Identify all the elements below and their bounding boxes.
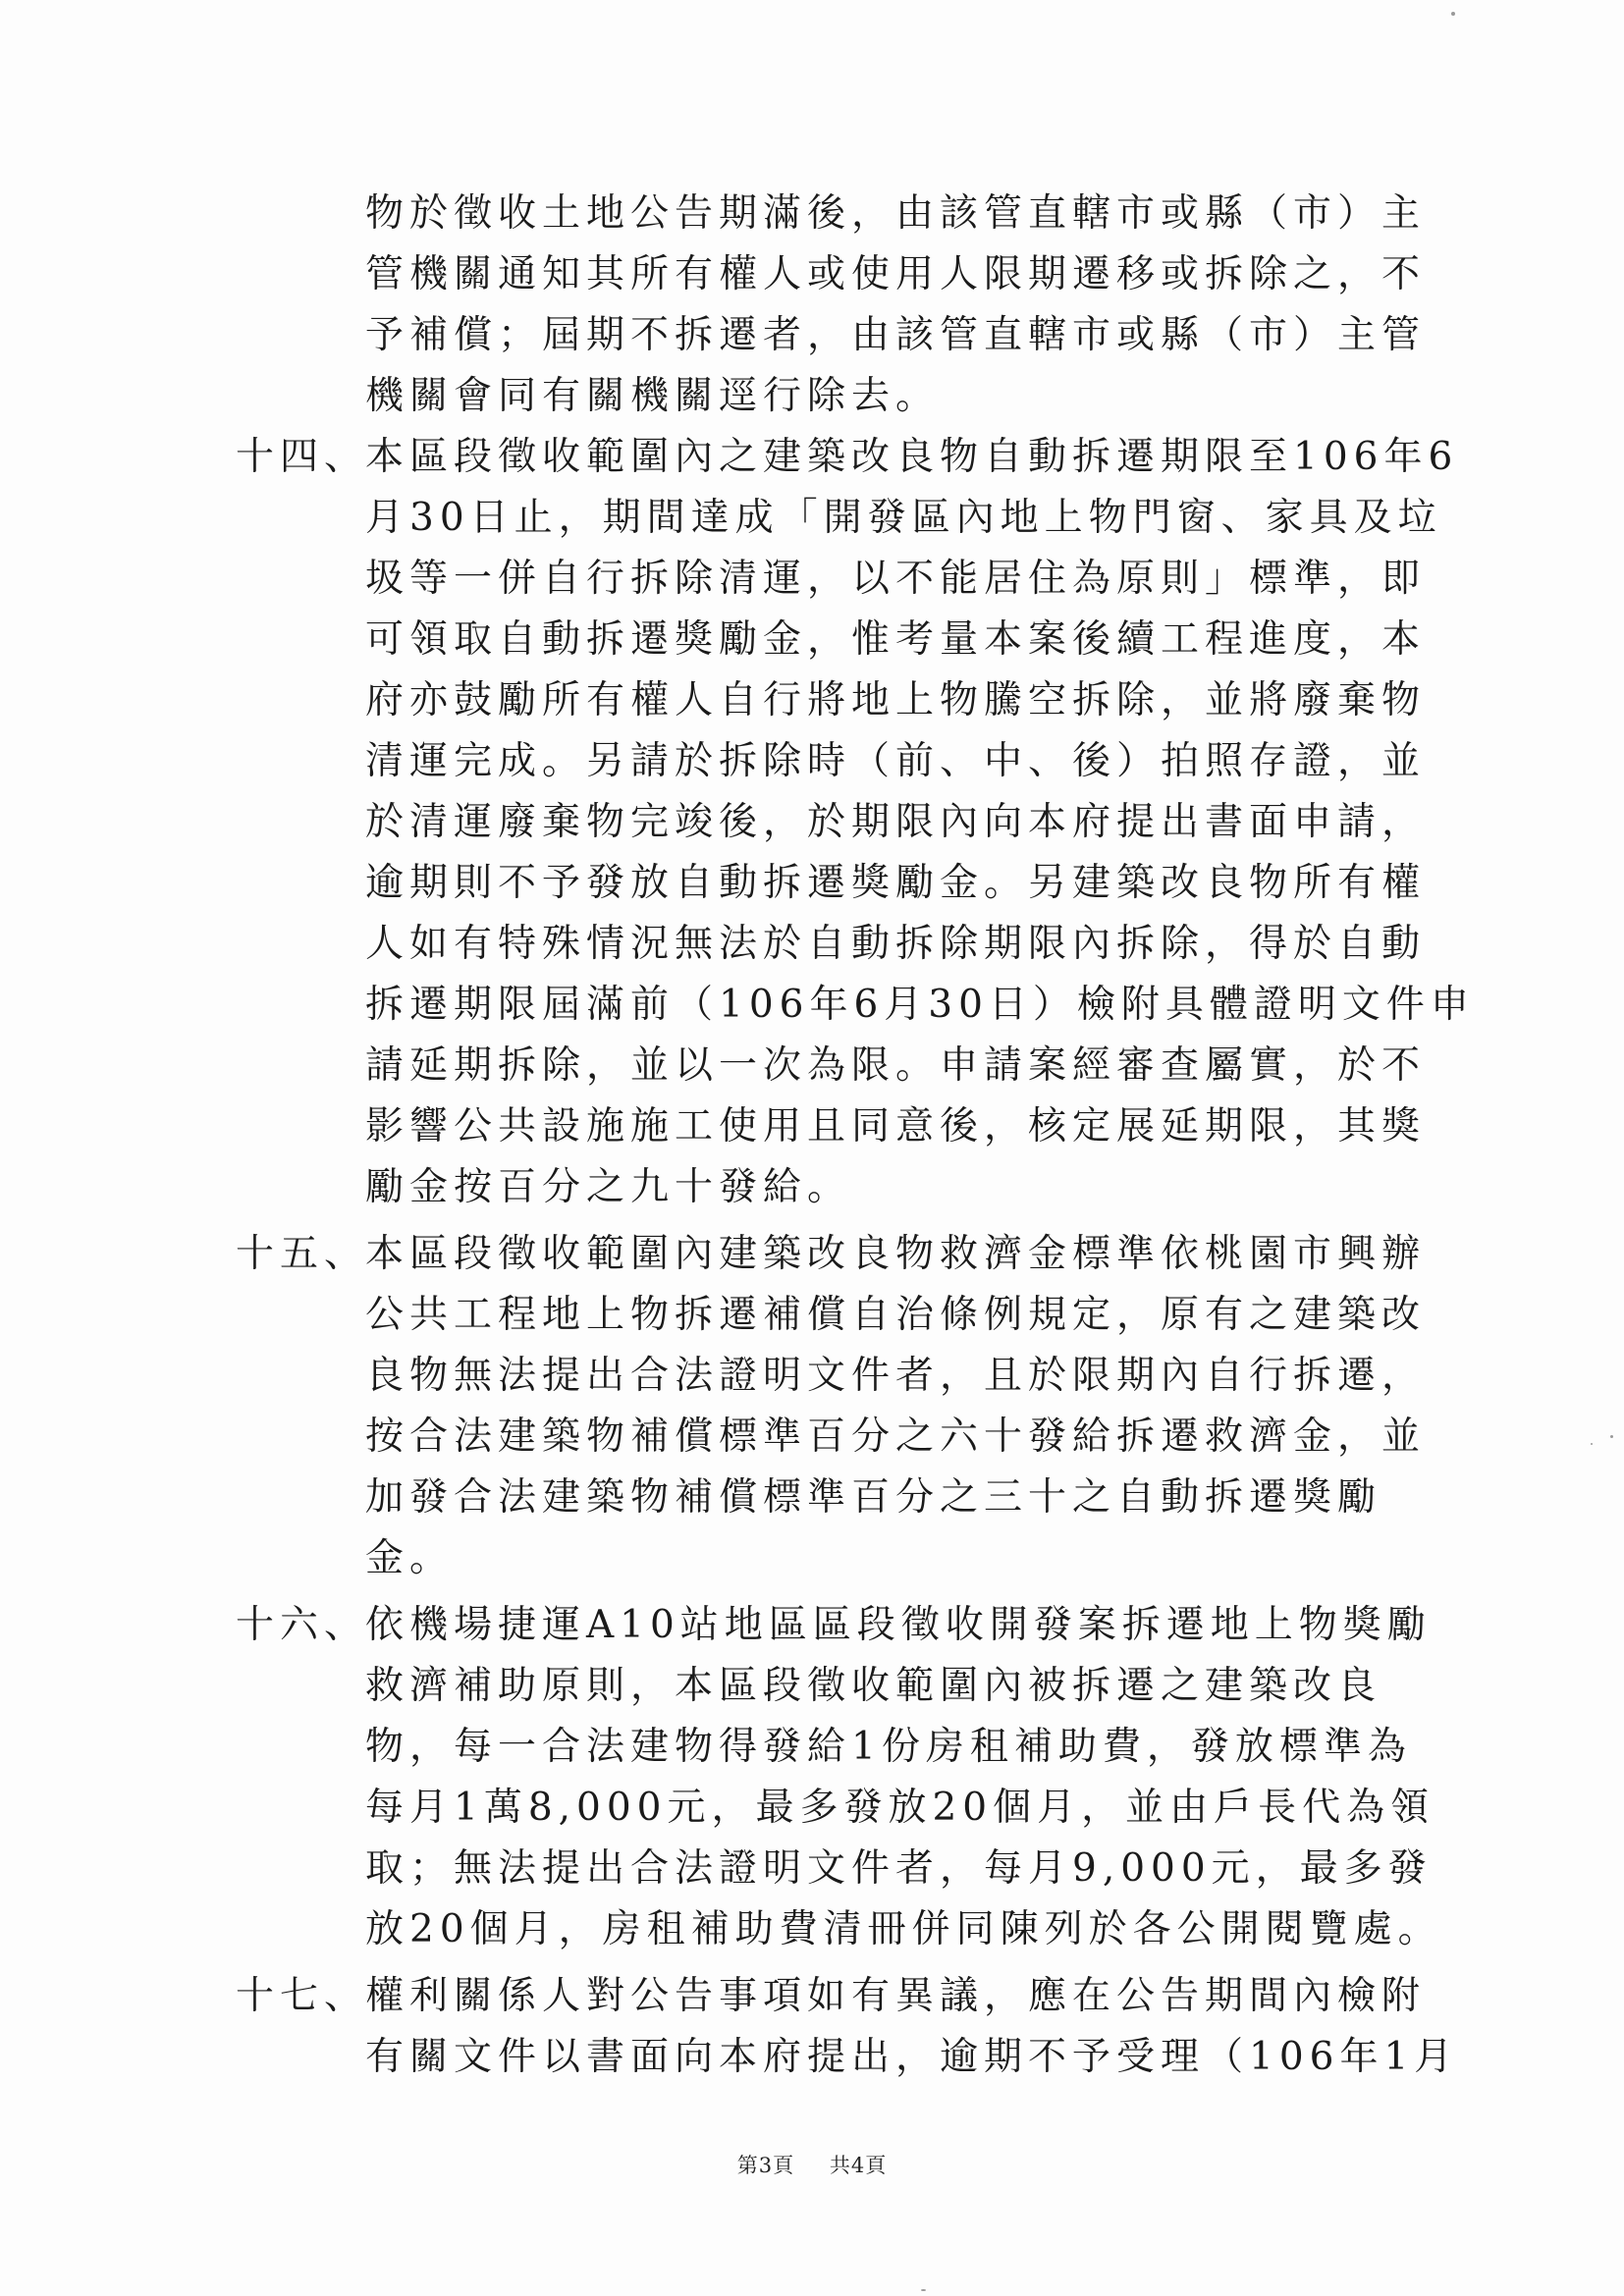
page-footer [0,2150,1624,2179]
item-14-marker: 十四、 [236,435,369,479]
item-16-line: 取；無法提出合法證明文件者，每月9,000元，最多發 [365,1846,1433,1891]
continuation-line: 予補償；屆期不拆遷者，由該管直轄市或縣（市）主管 [365,313,1427,357]
item-14-line: 人如有特殊情況無法於自動拆除期限內拆除，得於自動 [365,922,1427,966]
item-17-line: 權利關係人對公告事項如有異議，應在公告期間內檢附 [365,1974,1427,2018]
item-14-line: 拆遷期限屆滿前（106年6月30日）檢附具體證明文件申 [365,983,1475,1027]
item-14-line: 於清運廢棄物完竣後，於期限內向本府提出書面申請， [365,800,1427,844]
scan-speck [1610,1435,1613,1438]
page-number: 第3頁 [736,2154,795,2177]
continuation-line: 管機關通知其所有權人或使用人限期遷移或拆除之，不 [365,252,1427,296]
item-16-line: 救濟補助原則，本區段徵收範圍內被拆遷之建築改良 [365,1664,1382,1708]
item-15-line: 良物無法提出合法證明文件者，且於限期內自行拆遷， [365,1354,1427,1398]
item-15-marker: 十五、 [236,1232,369,1276]
item-16-line: 依機場捷運A10站地區區段徵收開發案拆遷地上物獎勵 [365,1603,1432,1647]
item-14-line: 圾等一併自行拆除清運，以不能居住為原則」標準，即 [365,557,1427,601]
item-14-line: 府亦鼓勵所有權人自行將地上物騰空拆除，並將廢棄物 [365,678,1427,722]
item-17-marker: 十七、 [236,1974,369,2018]
item-15-line: 加發合法建築物補償標準百分之三十之自動拆遷獎勵 [365,1475,1382,1520]
item-14-line: 本區段徵收範圍內之建築改良物自動拆遷期限至106年6 [365,435,1459,479]
item-17-line: 有關文件以書面向本府提出，逾期不予受理（106年1月 [365,2035,1459,2079]
item-15-line: 公共工程地上物拆遷補償自治條例規定，原有之建築改 [365,1293,1427,1337]
item-14-line: 影響公共設施施工使用且同意後，核定展延期限，其獎 [365,1104,1427,1148]
item-14-line: 清運完成。另請於拆除時（前、中、後）拍照存證，並 [365,739,1427,783]
item-16-line: 放20個月，房租補助費清冊併同陳列於各公開閱覽處。 [365,1907,1442,1951]
total-pages: 共4頁 [829,2154,888,2177]
item-14-line: 勵金按百分之九十發給。 [365,1165,852,1209]
item-15-line: 本區段徵收範圍內建築改良物救濟金標準依桃園市興辦 [365,1232,1427,1276]
item-16-line: 物，每一合法建物得發給1份房租補助費，發放標準為 [365,1725,1412,1769]
item-14-line: 月30日止，期間達成「開發區內地上物門窗、家具及垃 [365,496,1442,540]
continuation-line: 物於徵收土地公告期滿後，由該管直轄市或縣（市）主 [365,191,1427,236]
scan-speck [1591,1443,1593,1445]
item-14-line: 可領取自動拆遷獎勵金，惟考量本案後續工程進度，本 [365,617,1427,662]
scan-speck [921,2289,926,2291]
item-15-line: 金。 [365,1536,455,1580]
item-14-line: 逾期則不予發放自動拆遷獎勵金。另建築改良物所有權 [365,861,1427,905]
item-16-marker: 十六、 [236,1603,369,1647]
item-16-line: 每月1萬8,000元，最多發放20個月，並由戶長代為領 [365,1786,1435,1830]
continuation-line: 機關會同有關機關逕行除去。 [365,374,941,418]
scan-speck [1451,12,1455,16]
item-15-line: 按合法建築物補償標準百分之六十發給拆遷救濟金，並 [365,1415,1427,1459]
item-14-line: 請延期拆除，並以一次為限。申請案經審查屬實，於不 [365,1043,1427,1088]
